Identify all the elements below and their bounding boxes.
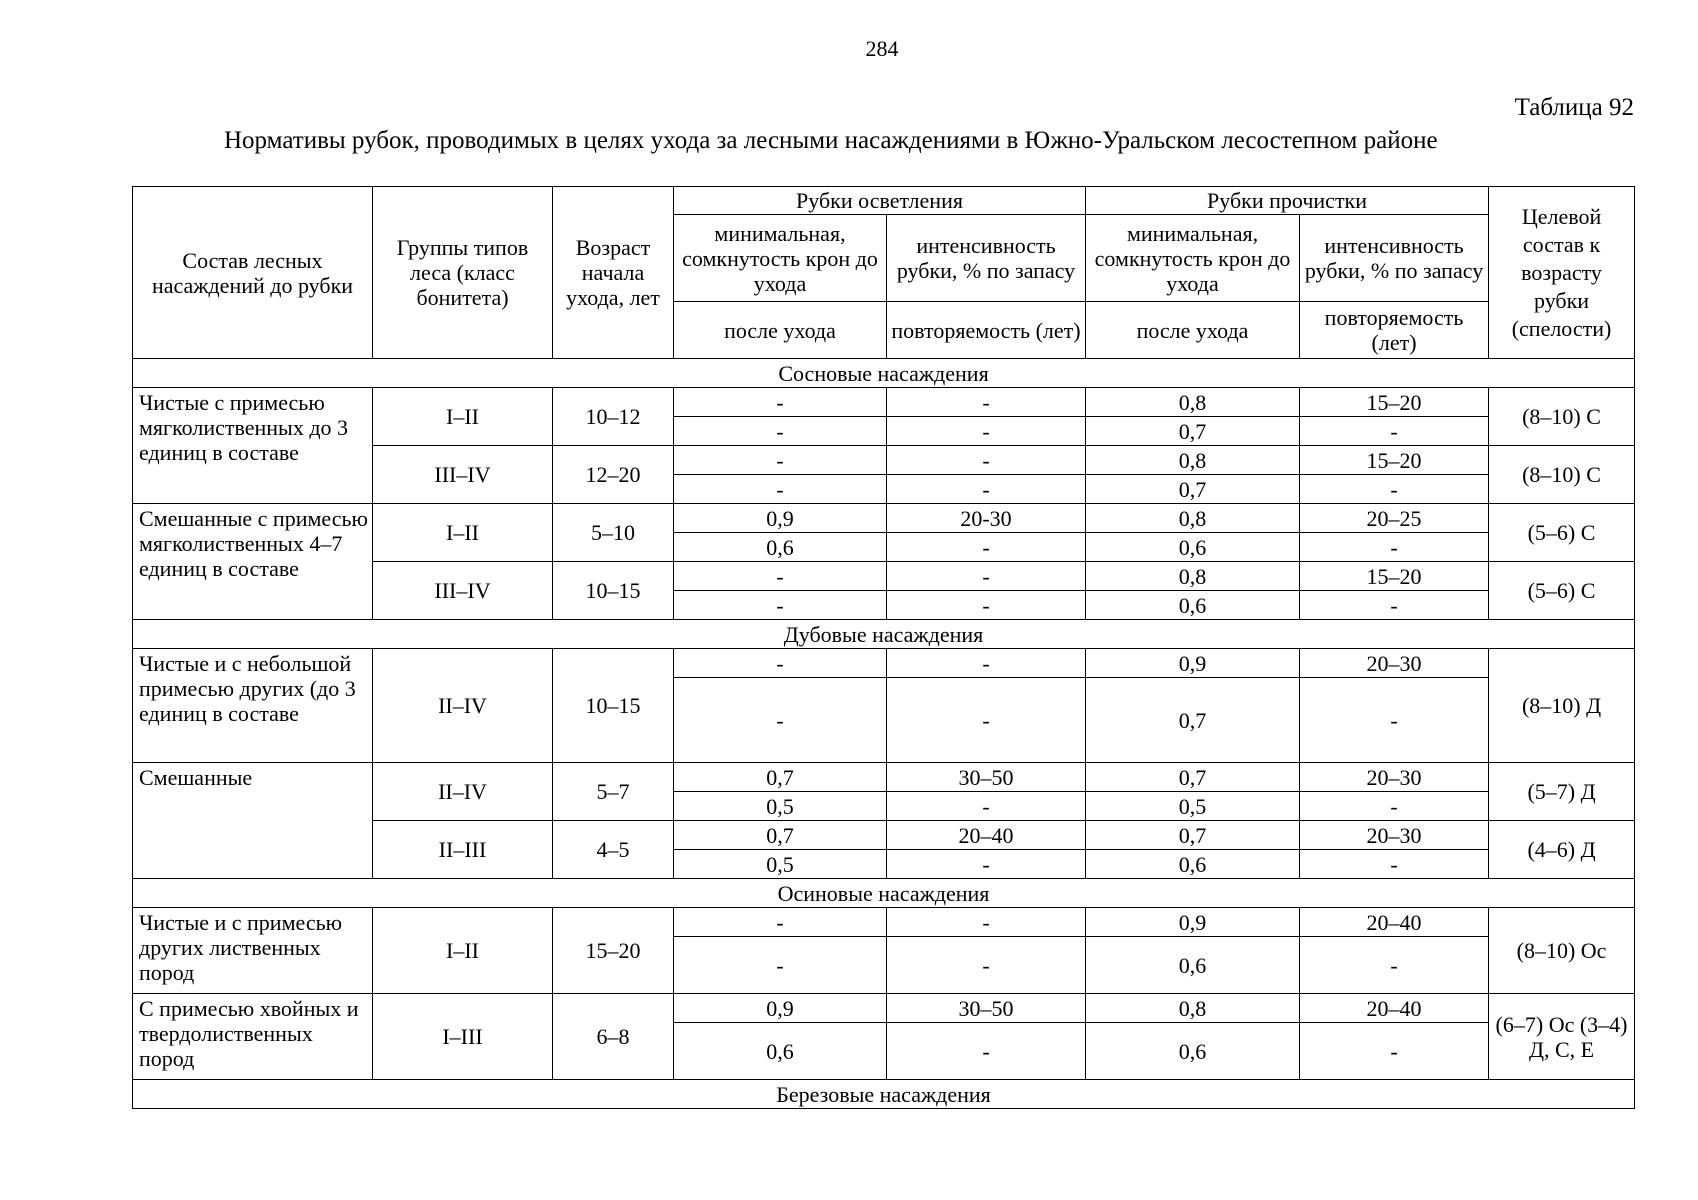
group-cell: III–IV	[373, 446, 553, 504]
value-cell: -	[1300, 475, 1489, 504]
table-title: Нормативы рубок, проводимых в целях ухода за лесными насаждениями в Южно-Уральском лесостепном районе	[224, 127, 1438, 154]
table-row	[133, 649, 1635, 678]
page-number: 284	[865, 36, 899, 61]
value-cell: -	[674, 446, 887, 475]
value-cell: -	[887, 937, 1086, 994]
value-cell: -	[674, 678, 887, 763]
value-cell: 0,6	[1086, 533, 1300, 562]
value-cell: -	[1300, 533, 1489, 562]
value-cell: 0,6	[674, 1023, 887, 1080]
value-cell: 30–50	[887, 994, 1086, 1023]
value-cell: 20–30	[1300, 821, 1489, 850]
value-cell: 0,6	[1086, 591, 1300, 620]
table-row	[133, 994, 1635, 1023]
section-aspen: Осиновые насаждения	[133, 879, 1635, 908]
value-cell: 0,6	[1086, 1023, 1300, 1080]
age-cell: 15–20	[553, 908, 674, 994]
value-cell: 0,7	[674, 763, 887, 792]
value-cell: 0,7	[1086, 417, 1300, 446]
value-cell: 0,6	[1086, 850, 1300, 879]
value-cell: 20–40	[887, 821, 1086, 850]
value-cell: -	[887, 792, 1086, 821]
value-cell: -	[887, 591, 1086, 620]
value-cell: -	[887, 649, 1086, 678]
age-cell: 10–15	[553, 562, 674, 620]
age-cell: 10–12	[553, 388, 674, 446]
table-row	[133, 504, 1635, 533]
value-cell: -	[674, 908, 887, 937]
header-intensity: интенсивность рубки, % по запасу	[887, 215, 1086, 302]
group-cell: I–II	[373, 908, 553, 994]
composition-cell: С примесью хвойных и твердолиственных пород	[133, 994, 373, 1080]
value-cell: 15–20	[1300, 562, 1489, 591]
value-cell: 20–25	[1300, 504, 1489, 533]
value-cell: -	[887, 533, 1086, 562]
header-start-age: Возраст начала ухода, лет	[553, 187, 674, 359]
target-cell: (8–10) С	[1489, 446, 1635, 504]
value-cell: -	[887, 678, 1086, 763]
value-cell: -	[674, 388, 887, 417]
value-cell: 0,9	[674, 994, 887, 1023]
value-cell: -	[1300, 678, 1489, 763]
value-cell: -	[674, 562, 887, 591]
value-cell: -	[1300, 417, 1489, 446]
target-cell: (5–7) Д	[1489, 763, 1635, 821]
value-cell: 0,7	[1086, 475, 1300, 504]
value-cell: -	[674, 649, 887, 678]
target-cell: (5–6) С	[1489, 504, 1635, 562]
age-cell: 5–7	[553, 763, 674, 821]
value-cell: -	[887, 475, 1086, 504]
value-cell: -	[674, 417, 887, 446]
target-cell: (4–6) Д	[1489, 821, 1635, 879]
age-cell: 6–8	[553, 994, 674, 1080]
section-row	[133, 620, 1635, 649]
group-cell: II–IV	[373, 649, 553, 763]
header-forest-groups: Группы типов леса (класс бонитета)	[373, 187, 553, 359]
group-cell: I–II	[373, 388, 553, 446]
value-cell: -	[887, 446, 1086, 475]
header-repeat: повторяемость (лет)	[1300, 302, 1489, 359]
value-cell: -	[887, 388, 1086, 417]
section-birch: Березовые насаждения	[133, 1080, 1635, 1109]
header-composition: Состав лесных насаждений до рубки	[133, 187, 373, 359]
target-cell: (6–7) Ос (3–4) Д, С, Е	[1489, 994, 1635, 1080]
composition-cell: Смешанные	[133, 763, 373, 879]
value-cell: -	[1300, 591, 1489, 620]
table-row	[133, 908, 1635, 937]
value-cell: 20–30	[1300, 649, 1489, 678]
composition-cell: Смешанные с примесью мягколиственных 4–7 единиц в составе	[133, 504, 373, 620]
group-cell: I–II	[373, 504, 553, 562]
table-label: Таблица 92	[1514, 94, 1634, 121]
header-target: Целевой состав к возрасту рубки (спелости)	[1489, 187, 1635, 359]
value-cell: -	[674, 591, 887, 620]
header-after-care: после ухода	[1086, 302, 1300, 359]
value-cell: 0,9	[1086, 649, 1300, 678]
header-min-closure: минимальная, сомкнутость крон до ухода	[674, 215, 887, 302]
value-cell: -	[1300, 1023, 1489, 1080]
header-min-closure: минимальная, сомкнутость крон до ухода	[1086, 215, 1300, 302]
value-cell: 20–40	[1300, 994, 1489, 1023]
header-repeat: повторяемость (лет)	[887, 302, 1086, 359]
age-cell: 12–20	[553, 446, 674, 504]
value-cell: -	[1300, 937, 1489, 994]
section-pine: Сосновые насаждения	[133, 359, 1635, 388]
composition-cell: Чистые с примесью мягколиственных до 3 единиц в составе	[133, 388, 373, 504]
target-cell: (8–10) Д	[1489, 649, 1635, 763]
composition-cell: Чистые и с небольшой примесью других (до 3 единиц в составе	[133, 649, 373, 763]
value-cell: 0,8	[1086, 504, 1300, 533]
value-cell: 0,8	[1086, 994, 1300, 1023]
value-cell: 0,5	[1086, 792, 1300, 821]
header-row	[133, 187, 1635, 215]
value-cell: 0,6	[674, 533, 887, 562]
value-cell: 30–50	[887, 763, 1086, 792]
value-cell: 20–40	[1300, 908, 1489, 937]
header-after-care: после ухода	[674, 302, 887, 359]
value-cell: 0,8	[1086, 388, 1300, 417]
table-row	[133, 388, 1635, 417]
value-cell: -	[887, 1023, 1086, 1080]
value-cell: -	[887, 850, 1086, 879]
value-cell: 15–20	[1300, 446, 1489, 475]
header-clearing: Рубки осветления	[674, 187, 1086, 215]
value-cell: 0,7	[1086, 678, 1300, 763]
value-cell: -	[887, 562, 1086, 591]
header-cleaning: Рубки прочистки	[1086, 187, 1489, 215]
group-cell: II–III	[373, 821, 553, 879]
value-cell: -	[674, 937, 887, 994]
value-cell: 20-30	[887, 504, 1086, 533]
value-cell: -	[674, 475, 887, 504]
value-cell: 0,7	[674, 821, 887, 850]
target-cell: (5–6) С	[1489, 562, 1635, 620]
header-intensity: интенсивность рубки, % по запасу	[1300, 215, 1489, 302]
section-row	[133, 1080, 1635, 1109]
value-cell: 0,7	[1086, 821, 1300, 850]
age-cell: 5–10	[553, 504, 674, 562]
section-oak: Дубовые насаждения	[133, 620, 1635, 649]
age-cell: 4–5	[553, 821, 674, 879]
table-row	[133, 763, 1635, 792]
value-cell: -	[1300, 792, 1489, 821]
value-cell: -	[887, 417, 1086, 446]
target-cell: (8–10) Ос	[1489, 908, 1635, 994]
value-cell: -	[1300, 850, 1489, 879]
value-cell: 15–20	[1300, 388, 1489, 417]
group-cell: III–IV	[373, 562, 553, 620]
value-cell: -	[887, 908, 1086, 937]
value-cell: 0,7	[1086, 763, 1300, 792]
age-cell: 10–15	[553, 649, 674, 763]
value-cell: 0,9	[674, 504, 887, 533]
value-cell: 0,9	[1086, 908, 1300, 937]
composition-cell: Чистые и с примесью других лиственных пород	[133, 908, 373, 994]
value-cell: 0,8	[1086, 446, 1300, 475]
value-cell: 0,5	[674, 850, 887, 879]
section-row	[133, 359, 1635, 388]
value-cell: 20–30	[1300, 763, 1489, 792]
value-cell: 0,8	[1086, 562, 1300, 591]
value-cell: 0,6	[1086, 937, 1300, 994]
value-cell: 0,5	[674, 792, 887, 821]
group-cell: II–IV	[373, 763, 553, 821]
group-cell: I–III	[373, 994, 553, 1080]
target-cell: (8–10) С	[1489, 388, 1635, 446]
section-row	[133, 879, 1635, 908]
norms-table	[132, 186, 1635, 1109]
